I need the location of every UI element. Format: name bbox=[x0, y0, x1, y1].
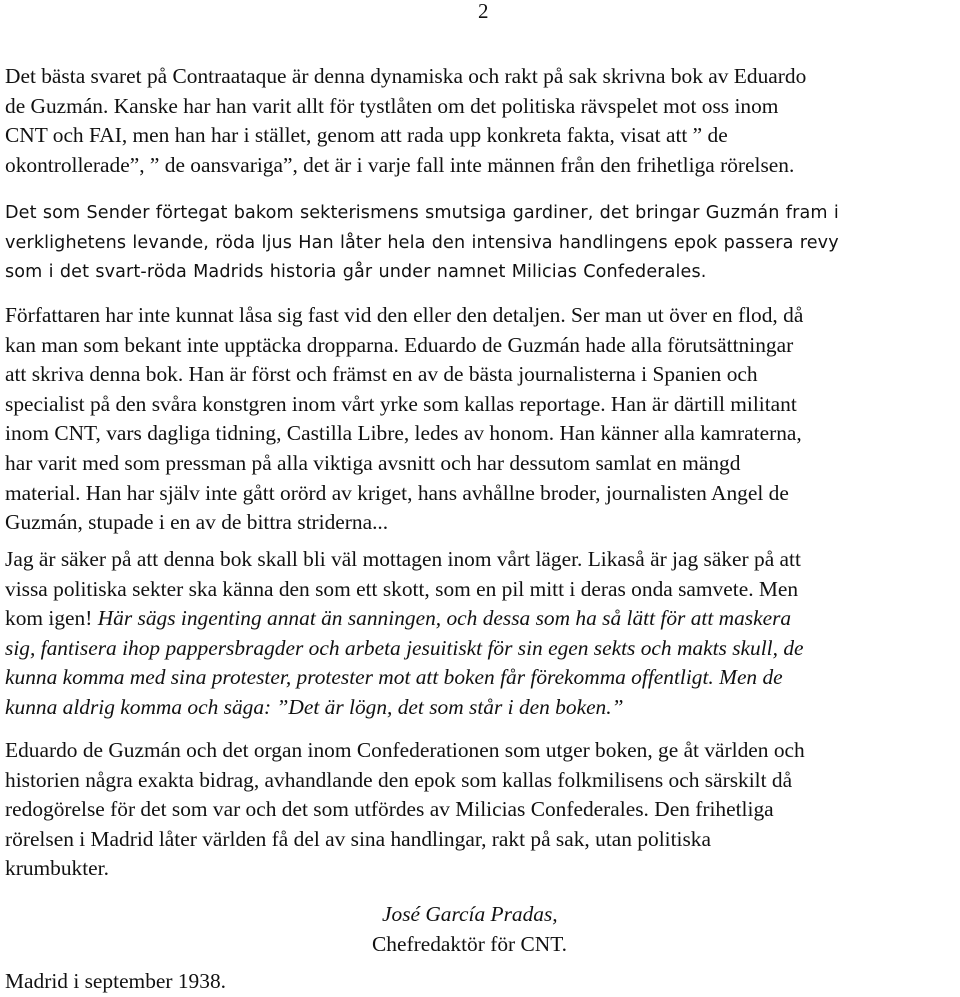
paragraph-jag-ar-saker bbox=[5, 545, 955, 723]
text-line: Det som Sender förtegat bakom sekterismens smutsiga gardiner, det bringar Guzmán fram i bbox=[5, 203, 839, 223]
text-line: Jag är säker på att denna bok skall bli väl mottagen inom vårt läger. Likaså är jag säker på att bbox=[5, 547, 801, 571]
text-line: historien några exakta bidrag, avhandlande den epok som kallas folkmilisens och särskilt då bbox=[5, 767, 793, 792]
text-line: att skriva denna bok. Han är först och främst en av de bästa journalisterna i Spanien och bbox=[5, 362, 758, 387]
text-line: krumbukter. bbox=[5, 856, 109, 881]
text-line: specialist på den svåra konstgren inom vårt yrke som kallas reportage. Han är därtill militant bbox=[5, 391, 797, 416]
text-line: som i det svart-röda Madrids historia går under namnet Milicias Confederales. bbox=[5, 262, 707, 283]
paragraph-eduardo-de-guzman bbox=[5, 736, 955, 884]
text-line: verklighetens levande, röda ljus Han låter hela den intensiva handlingens epok passera revy bbox=[5, 232, 839, 253]
paragraph-sender bbox=[5, 199, 955, 288]
place-and-date: Madrid i september 1938. bbox=[5, 969, 226, 993]
text-line: redogörelse för det som var och det som utfördes av Milicias Confederales. Den frihetliga bbox=[5, 797, 774, 822]
italic-text-line: kunna aldrig komma och säga: ”Det är lögn, det som står i den boken.” bbox=[5, 694, 624, 719]
roman-fragment: kom igen! bbox=[5, 606, 98, 631]
text-line: kan man som bekant inte upptäcka dropparna. Eduardo de Guzmán hade alla förutsättningar bbox=[5, 332, 794, 357]
text-line: okontrollerade”, ” de oansvariga”, det är i varje fall inte männen från den frihetliga rörelsen. bbox=[5, 152, 795, 177]
text-line: de Guzmán. Kanske har han varit allt för tystlåten om det politiska rävspelet mot oss inom bbox=[5, 93, 779, 118]
text-line: har varit med som pressman på alla viktiga avsnitt och har dessutom samlat en mängd bbox=[5, 450, 741, 475]
text-line: vissa politiska sekter ska känna den som ett skott, som en pil mitt i deras onda samvete. Men bbox=[5, 576, 799, 601]
text-line: Eduardo de Guzmán och det organ inom Confederationen som utger boken, ge åt världen och bbox=[5, 738, 805, 762]
text-line: Det bästa svaret på Contraataque är denna dynamiska och rakt på sak skrivna bok av Eduardo bbox=[5, 64, 807, 88]
paragraph-forfattaren bbox=[5, 301, 955, 538]
text-line: Författaren har inte kunnat låsa sig fast vid den eller den detaljen. Ser man ut över en flod, då bbox=[5, 303, 804, 327]
signature-block bbox=[372, 900, 567, 959]
italic-text-line: kunna komma med sina protester, protester mot att boken får förekomma offentligt. Men de bbox=[5, 665, 783, 690]
text-line: rörelsen i Madrid låter världen få del av sina handlingar, rakt på sak, utan politiska bbox=[5, 826, 711, 851]
text-line: inom CNT, vars dagliga tidning, Castilla Libre, ledes av honom. Han känner alla kamraterna, bbox=[5, 421, 802, 446]
signature-title: Chefredaktör för CNT. bbox=[372, 931, 568, 956]
signature-name: José García Pradas, bbox=[382, 902, 558, 926]
text-line: material. Han har själv inte gått orörd av kriget, hans avhållne broder, journalisten Angel de bbox=[5, 480, 789, 505]
page-number: 2 bbox=[478, 0, 489, 23]
italic-fragment: Här sägs ingenting annat än sanningen, och dessa som ha så lätt för att maskera bbox=[97, 606, 792, 631]
paragraph-contraataque bbox=[5, 62, 955, 180]
text-line: Guzmán, stupade i en av de bittra striderna... bbox=[5, 510, 389, 535]
text-line: CNT och FAI, men han har i stället, genom att rada upp konkreta fakta, visat att ” de bbox=[5, 123, 728, 148]
italic-text-line: sig, fantisera ihop pappersbragder och arbeta jesuitiskt för sin egen sekts och makts skull, de bbox=[5, 635, 804, 660]
text-line-mixed bbox=[5, 604, 955, 634]
